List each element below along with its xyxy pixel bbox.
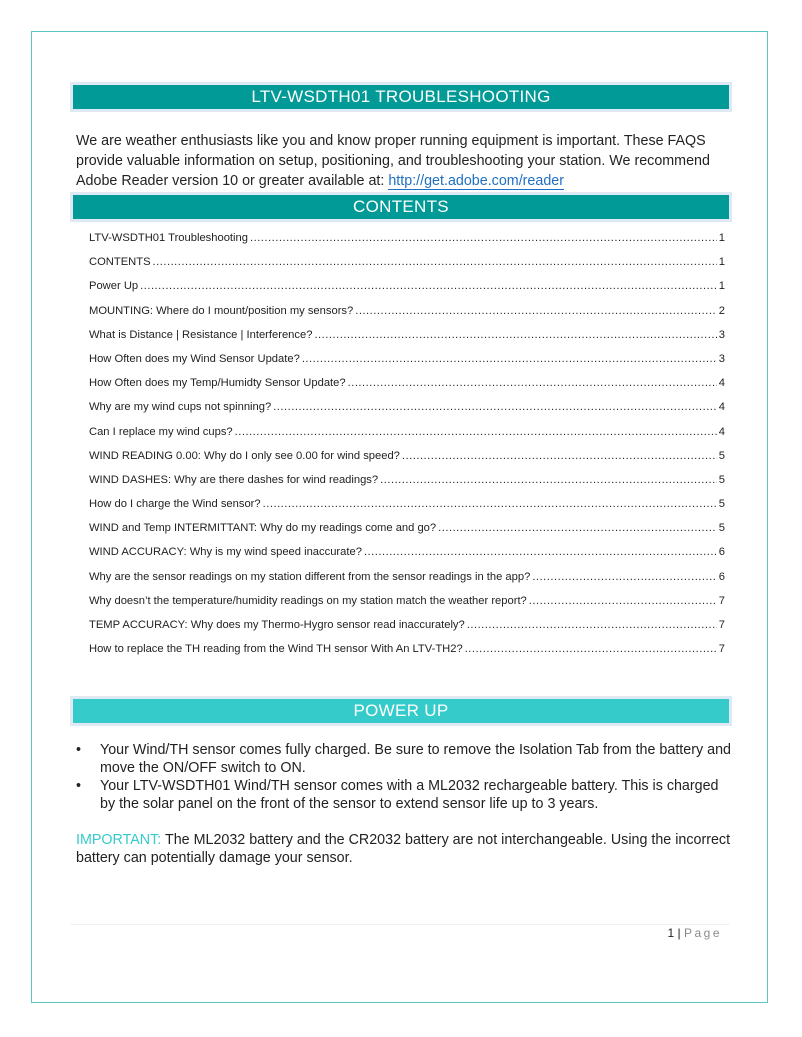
important-text: The ML2032 battery and the CR2032 battery are not interchangeable. Using the incorrect battery can potentially damage your sensor. [76, 832, 731, 866]
toc-entry[interactable] [89, 519, 725, 543]
page-number: 1 [667, 926, 675, 940]
toc-entry-title: LTV-WSDTH01 Troubleshooting [89, 232, 248, 244]
toc-entry-page: 5 [718, 473, 725, 486]
toc-entry[interactable] [89, 423, 725, 447]
toc-entry[interactable] [89, 495, 725, 519]
toc-entry-title: WIND READING 0.00: Why do I only see 0.00 for wind speed? [89, 449, 400, 462]
toc-leader-dots [467, 616, 717, 634]
toc-entry-title: CONTENTS [89, 256, 151, 269]
toc-entry[interactable] [89, 592, 725, 616]
page-separator: | [677, 926, 681, 940]
power-up-heading: POWER UP [73, 699, 729, 723]
toc-leader-dots [235, 423, 717, 441]
toc-entry-title: TEMP ACCURACY: Why does my Thermo-Hygro sensor read inaccurately? [89, 619, 465, 631]
toc-entry-title: How Often does my Wind Sensor Update? [89, 352, 300, 365]
toc-entry-page: 2 [718, 304, 725, 317]
intro-text: We are weather enthusiasts like you and know proper running equipment is important. These FAQS provide valuable information on setup, positioning, and troubleshooting your station. We recommend Adobe Reader version 10 or greater available at: [76, 133, 710, 189]
toc-entry-page: 1 [718, 256, 725, 269]
intro-paragraph [76, 131, 736, 191]
toc-entry[interactable] [89, 350, 725, 374]
bullet-icon: • [76, 778, 82, 794]
power-up-list [76, 741, 736, 813]
toc-leader-dots [153, 253, 717, 271]
toc-leader-dots [438, 519, 717, 537]
toc-leader-dots [529, 592, 717, 610]
toc-leader-dots [140, 277, 717, 295]
toc-leader-dots [302, 350, 717, 368]
toc-entry-page: 7 [718, 619, 725, 631]
toc-leader-dots [355, 302, 717, 320]
toc-entry[interactable] [89, 568, 725, 592]
toc-entry-page: 4 [718, 401, 725, 414]
toc-entry[interactable] [89, 640, 725, 664]
toc-entry[interactable] [89, 374, 725, 398]
list-item [76, 777, 736, 813]
toc-entry-page: 4 [718, 425, 725, 438]
toc-entry-page: 1 [718, 280, 725, 293]
toc-entry[interactable] [89, 277, 725, 301]
toc-entry[interactable] [89, 447, 725, 471]
toc-entry-title: Power Up [89, 280, 139, 293]
toc-entry-title: Why are the sensor readings on my station different from the sensor readings in the app? [89, 570, 531, 583]
toc-entry-title: How Often does my Temp/Humidty Sensor Update? [89, 377, 346, 390]
toc-leader-dots [263, 495, 717, 513]
bullet-text: Your LTV-WSDTH01 Wind/TH sensor comes with a ML2032 rechargeable battery. This is charged by the solar panel on the front of the sensor to extend sensor life up to 3 years. [100, 778, 719, 812]
toc-leader-dots [250, 229, 717, 247]
bullet-text: Your Wind/TH sensor comes fully charged. Be sure to remove the Isolation Tab from the battery and move the ON/OFF switch to ON. [100, 742, 731, 776]
toc-entry[interactable] [89, 326, 725, 350]
toc-entry-title: How to replace the TH reading from the Wind TH sensor With An LTV-TH2? [89, 643, 463, 656]
toc-leader-dots [402, 447, 717, 465]
toc-entry-page: 4 [718, 377, 725, 390]
toc-leader-dots [314, 326, 716, 344]
toc-entry[interactable] [89, 229, 725, 253]
toc-entry-title: Can I replace my wind cups? [89, 425, 233, 438]
toc-entry-page: 7 [718, 594, 725, 607]
toc-entry[interactable] [89, 471, 725, 495]
toc-entry-page: 1 [718, 232, 725, 244]
footer-divider [70, 924, 730, 925]
toc-entry-page: 3 [718, 352, 725, 365]
toc-entry-title: Why are my wind cups not spinning? [89, 401, 272, 414]
toc-leader-dots [532, 568, 716, 586]
toc-leader-dots [364, 543, 717, 561]
toc-entry-title: WIND ACCURACY: Why is my wind speed inaccurate? [89, 546, 362, 559]
list-item [76, 741, 736, 777]
toc-entry[interactable] [89, 398, 725, 422]
contents-banner [70, 192, 732, 222]
important-note [76, 831, 736, 867]
toc-entry[interactable] [89, 543, 725, 567]
title-banner [70, 82, 732, 112]
toc-entry-page: 5 [718, 522, 725, 535]
toc-entry-page: 6 [718, 546, 725, 559]
adobe-reader-link[interactable]: http://get.adobe.com/reader [388, 173, 564, 189]
toc-entry[interactable] [89, 302, 725, 326]
toc-leader-dots [348, 374, 717, 392]
toc-entry-title: What is Distance | Resistance | Interference? [89, 328, 313, 341]
toc-entry-page: 7 [718, 643, 725, 656]
toc-entry-title: WIND DASHES: Why are there dashes for wind readings? [89, 473, 379, 486]
page-label: Page [683, 926, 722, 940]
toc-entry-page: 5 [718, 498, 725, 511]
table-of-contents [89, 229, 725, 664]
toc-leader-dots [380, 471, 717, 489]
toc-entry-title: WIND and Temp INTERMITTANT: Why do my readings come and go? [89, 522, 437, 535]
toc-leader-dots [273, 398, 717, 416]
contents-heading: CONTENTS [73, 195, 729, 219]
toc-entry[interactable] [89, 616, 725, 640]
toc-entry-page: 3 [718, 328, 725, 341]
power-up-banner [70, 696, 732, 726]
toc-entry-title: Why doesn’t the temperature/humidity readings on my station match the weather report? [89, 594, 527, 607]
page-footer [667, 926, 722, 940]
toc-entry-page: 5 [718, 449, 725, 462]
toc-entry-title: How do I charge the Wind sensor? [89, 498, 261, 511]
document-title: LTV-WSDTH01 TROUBLESHOOTING [73, 85, 729, 109]
bullet-icon: • [76, 742, 82, 758]
important-label: IMPORTANT: [76, 832, 162, 848]
toc-entry[interactable] [89, 253, 725, 277]
toc-entry-page: 6 [718, 570, 725, 583]
toc-entry-title: MOUNTING: Where do I mount/position my sensors? [89, 304, 354, 317]
toc-leader-dots [465, 640, 717, 658]
